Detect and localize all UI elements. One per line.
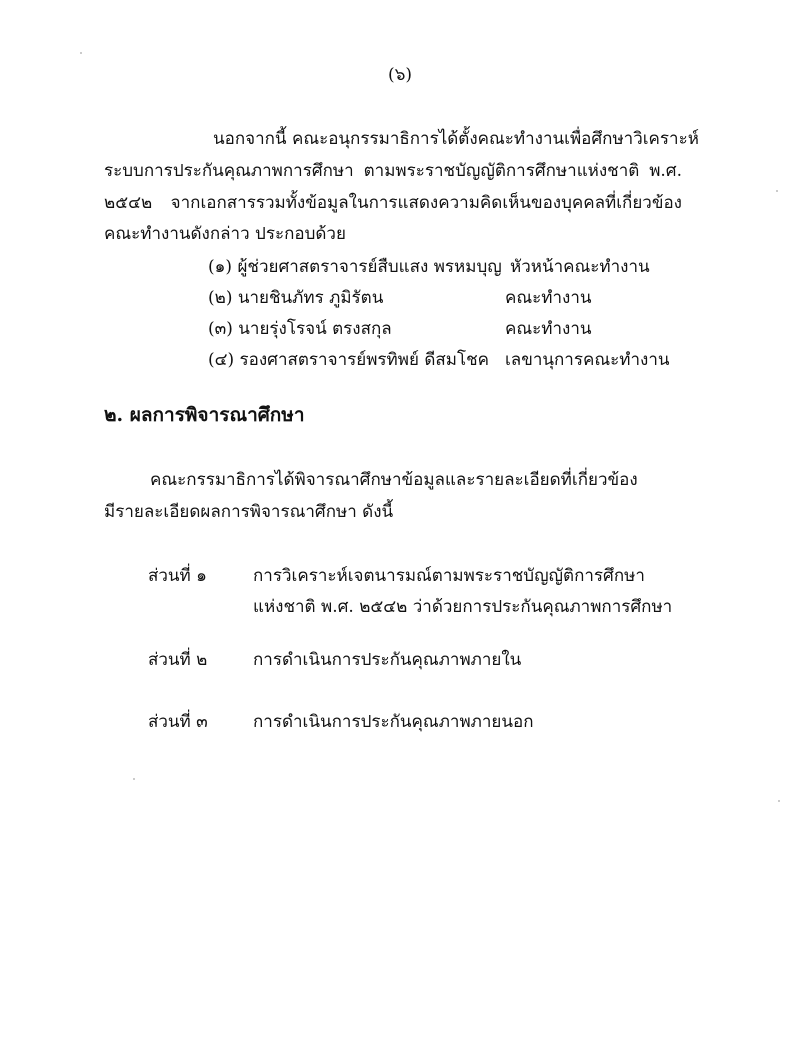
part-label: ส่วนที่ ๒ bbox=[148, 650, 208, 670]
member-name: (๒) นายชินภัทร ภูมิรัตน bbox=[208, 288, 384, 308]
scan-speck bbox=[133, 778, 135, 780]
part-text: การดำเนินการประกันคุณภาพภายใน bbox=[253, 650, 522, 670]
part-label: ส่วนที่ ๑ bbox=[148, 566, 207, 586]
scan-speck bbox=[778, 800, 780, 802]
scan-speck bbox=[776, 190, 778, 192]
page-number: (๖) bbox=[387, 65, 413, 85]
scan-speck bbox=[80, 52, 82, 54]
part-text: การดำเนินการประกันคุณภาพภายนอก bbox=[253, 712, 534, 732]
intro-line-1: นอกจากนี้ คณะอนุกรรมาธิการได้ตั้งคณะทำงานเพื่อศึกษาวิเคราะห์ bbox=[213, 129, 699, 149]
section-line-2: มีรายละเอียดผลการพิจารณาศึกษา ดังนี้ bbox=[104, 502, 394, 522]
section-heading: ๒. ผลการพิจารณาศึกษา bbox=[104, 404, 305, 426]
member-name: (๔) รองศาสตราจารย์พรทิพย์ ดีสมโชค bbox=[208, 350, 489, 370]
member-role: คณะทำงาน bbox=[505, 319, 592, 339]
member-role: คณะทำงาน bbox=[505, 288, 592, 308]
member-role: หัวหน้าคณะทำงาน bbox=[510, 257, 650, 277]
section-line-1: คณะกรรมาธิการได้พิจารณาศึกษาข้อมูลและรายละเอียดที่เกี่ยวข้อง bbox=[150, 470, 638, 490]
intro-line-4: คณะทำงานดังกล่าว ประกอบด้วย bbox=[104, 224, 346, 244]
member-name: (๓) นายรุ่งโรจน์ ตรงสกุล bbox=[208, 319, 392, 339]
member-role: เลขานุการคณะทำงาน bbox=[505, 350, 670, 370]
part-label: ส่วนที่ ๓ bbox=[148, 712, 208, 732]
part-text: แห่งชาติ พ.ศ. ๒๕๔๒ ว่าด้วยการประกันคุณภาพการศึกษา bbox=[253, 597, 673, 617]
part-text: การวิเคราะห์เจตนารมณ์ตามพระราชบัญญัติการศึกษา bbox=[253, 566, 645, 586]
intro-line-2: ระบบการประกันคุณภาพการศึกษา ตามพระราชบัญญัติการศึกษาแห่งชาติ พ.ศ. bbox=[104, 161, 682, 181]
intro-line-3: ๒๕๔๒ จากเอกสารรวมทั้งข้อมูลในการแสดงความคิดเห็นของบุคคลที่เกี่ยวข้อง bbox=[104, 193, 682, 213]
member-name: (๑) ผู้ช่วยศาสตราจารย์สืบแสง พรหมบุญ bbox=[208, 257, 502, 277]
